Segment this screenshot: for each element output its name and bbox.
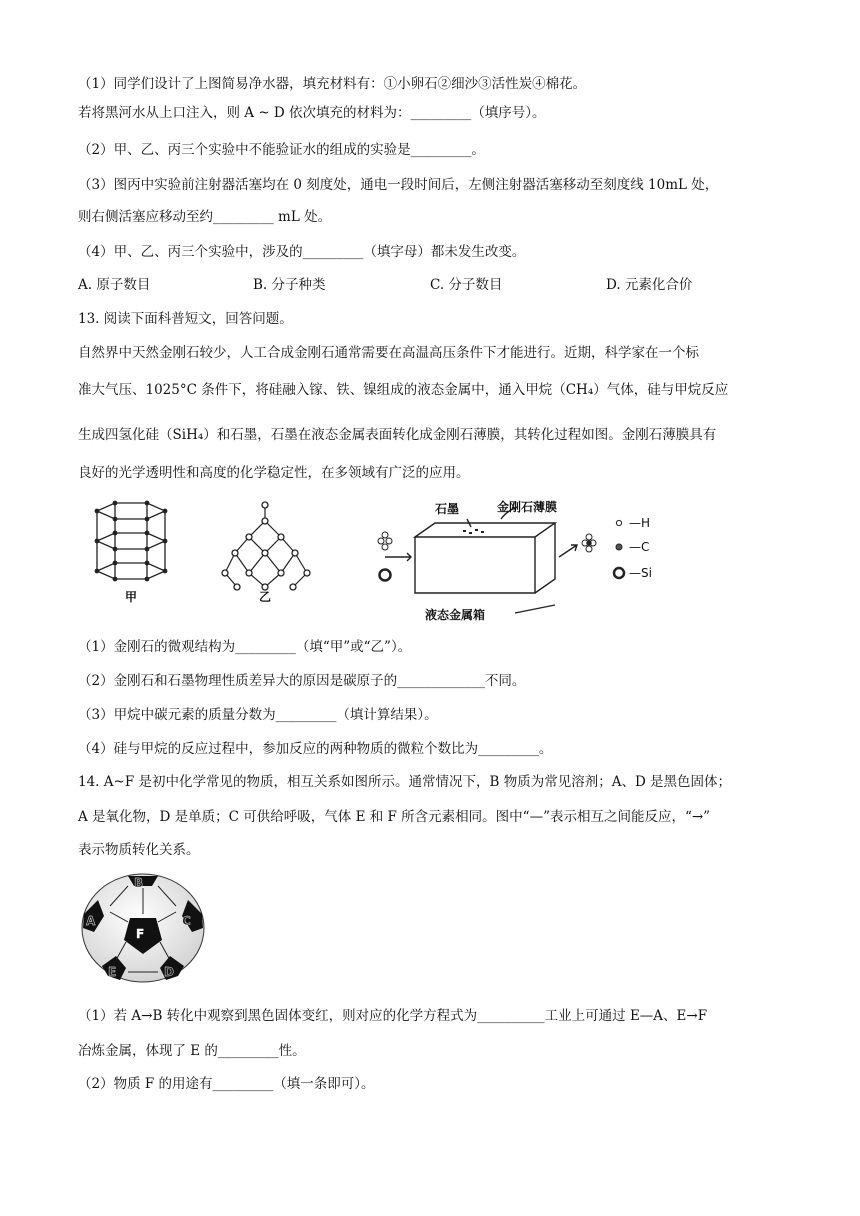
methane-molecule-icon xyxy=(378,532,392,550)
q12-part1-line2: 若将黑河水从上口注入，则 A ~ D 依次填充的材料为：_________（填序号）。 xyxy=(78,105,546,121)
silicon-atom-icon xyxy=(380,570,391,581)
label-yi: 乙 xyxy=(259,590,272,604)
atom-legend xyxy=(614,516,652,580)
ball-label-b: B xyxy=(134,876,144,890)
ball-label-c: C xyxy=(182,914,191,928)
q13-question2: （2）金刚石和石墨物理性质差异大的原因是碳原子的_____________不同。 xyxy=(78,673,526,689)
q13-paragraph-line3: 生成四氢化硅（SiH₄）和石墨，石墨在液态金属表面转化成金刚石薄膜，其转化过程如图。金刚石薄膜具有 xyxy=(78,427,717,443)
q14-stem-line2: A 是氧化物，D 是单质；C 可供给呼吸，气体 E 和 F 所含元素相同。图中“—”表示相互之间能反应，“→” xyxy=(78,809,711,825)
graphite-structure-diagram xyxy=(95,501,168,582)
q14-question2: （2）物质 F 的用途有_________（填一条即可）。 xyxy=(78,1076,375,1092)
ball-label-d: D xyxy=(164,965,174,979)
silane-molecule-icon xyxy=(582,534,596,552)
q13-paragraph-line4: 良好的光学透明性和高度的化学稳定性，在多领域有广泛的应用。 xyxy=(78,465,470,481)
q12-option-d: D. 元素化合价 xyxy=(606,277,693,293)
q13-paragraph-line2: 准大气压、1025°C 条件下，将硅融入镓、铁、镍组成的液态金属中，通入甲烷（CH₄）气体，硅与甲烷反应 xyxy=(78,382,729,398)
q13-figure xyxy=(85,497,685,627)
label-liquid-metal-box: 液态金属箱 xyxy=(425,608,486,622)
q12-option-c: C. 分子数目 xyxy=(430,277,503,293)
label-jia: 甲 xyxy=(125,590,138,604)
ball-label-a: A xyxy=(86,914,96,928)
q12-part3-line1: （3）图丙中实验前注射器活塞均在 0 刻度处，通电一段时间后，左侧注射器活塞移动至刻度线 10mL 处， xyxy=(78,177,719,193)
legend-c: —C xyxy=(629,540,650,554)
q13-title: 13. 阅读下面科普短文，回答问题。 xyxy=(78,311,293,327)
q13-paragraph-line1: 自然界中天然金刚石较少，人工合成金刚石通常需要在高温高压条件下才能进行。近期，科学家在一个标 xyxy=(78,345,699,361)
q12-part3-line2: 则右侧活塞应移动至约_________ mL 处。 xyxy=(78,209,332,225)
label-diamond-film: 金刚石薄膜 xyxy=(497,500,558,514)
q12-part2: （2）甲、乙、丙三个实验中不能验证水的组成的实验是_________。 xyxy=(78,142,485,158)
liquid-metal-box xyxy=(385,507,577,613)
diamond-structure-diagram xyxy=(222,502,310,590)
q13-question4: （4）硅与甲烷的反应过程中，参加反应的两种物质的微粒个数比为_________。 xyxy=(78,741,553,757)
soccer-ball-diagram xyxy=(80,872,206,984)
q14-stem-line3: 表示物质转化关系。 xyxy=(78,842,200,858)
q14-stem-line1: 14. A~F 是初中化学常见的物质，相互关系如图所示。通常情况下，B 物质为常见溶剂；A、D 是黑色固体； xyxy=(78,774,732,790)
legend-h: —H xyxy=(629,516,651,530)
legend-si: —Si xyxy=(629,566,652,580)
q12-part1-line1: （1）同学们设计了上图简易净水器，填充材料有：①小卵石②细沙③活性炭④棉花。 xyxy=(78,76,587,92)
ball-label-f: F xyxy=(136,927,145,941)
q13-question1: （1）金刚石的微观结构为_________（填“甲”或“乙”）。 xyxy=(78,639,412,655)
q12-option-b: B. 分子种类 xyxy=(253,277,326,293)
q14-question1-line1: （1）若 A→B 转化中观察到黑色固体变红，则对应的化学方程式为__________工业上可通过 E—A、E→F xyxy=(78,1008,708,1024)
q12-option-a: A. 原子数目 xyxy=(78,277,151,293)
ball-label-e: E xyxy=(108,965,117,979)
q12-part4: （4）甲、乙、丙三个实验中，涉及的_________（填字母）都未发生改变。 xyxy=(78,244,526,260)
q14-question1-line2: 冶炼金属，体现了 E 的_________性。 xyxy=(78,1043,306,1059)
q13-question3: （3）甲烷中碳元素的质量分数为_________（填计算结果）。 xyxy=(78,707,438,723)
label-graphite: 石墨 xyxy=(435,502,460,516)
